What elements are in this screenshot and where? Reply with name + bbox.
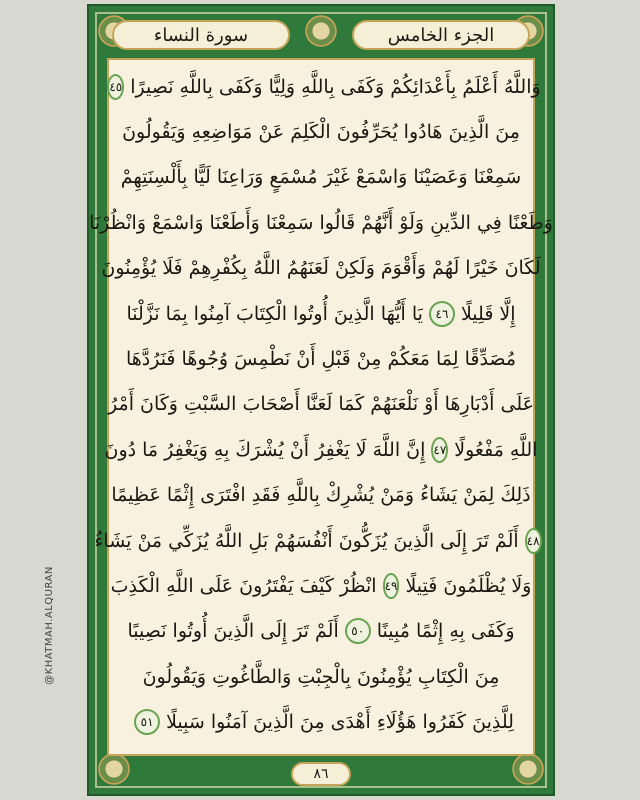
- verse-text: ذَلِكَ لِمَنْ يَشَاءُ وَمَنْ يُشْرِكْ بِاللَّهِ فَقَدِ افْتَرَى إِثْمًا عَظِيمًا: [111, 484, 531, 507]
- text-line: [110, 563, 532, 608]
- verse-text: إِنَّ اللَّهَ لَا يَغْفِرُ أَنْ يُشْرَكَ بِهِ وَيَغْفِرُ مَا دُونَ: [104, 438, 426, 461]
- text-line: [119, 699, 523, 744]
- quran-text-area: [89, 58, 553, 756]
- verse-text: انْظُرْ كَيْفَ يَفْتَرُونَ عَلَى اللَّهِ الْكَذِبَ: [110, 574, 377, 597]
- text-line: [119, 654, 523, 699]
- verse-text: وَطَعْنًا فِي الدِّينِ وَلَوْ أَنَّهُمْ قَالُوا سَمِعْنَا وَأَطَعْنَا وَاسْمَعْ وَانْظُرْنَا: [89, 211, 553, 234]
- verse-text: أَلَمْ تَرَ إِلَى الَّذِينَ أُوتُوا نَصِيبًا: [127, 620, 339, 643]
- verse-text: اللَّهِ مَفْعُولًا: [454, 438, 538, 461]
- ayah-number-marker: ٤٧: [431, 437, 448, 463]
- verse-text: وَلَا يُظْلَمُونَ فَتِيلًا: [405, 574, 532, 597]
- verse-text: لَكَانَ خَيْرًا لَهُمْ وَأَقْوَمَ وَلَكِنْ لَعَنَهُمُ اللَّهُ بِكُفْرِهِمْ فَلَا يُؤْمِنُونَ: [101, 257, 541, 280]
- text-line: [89, 200, 553, 245]
- verse-text: إِلَّا قَلِيلًا: [460, 302, 516, 325]
- text-line: [119, 155, 523, 200]
- text-line: [119, 336, 523, 381]
- verse-text: يَا أَيُّهَا الَّذِينَ أُوتُوا الْكِتَابَ آمِنُوا بِمَا نَزَّلْنَا: [126, 302, 423, 325]
- ayah-number-marker: ٥١: [134, 709, 160, 735]
- verse-text: مِنَ الْكِتَابِ يُؤْمِنُونَ بِالْجِبْتِ وَالطَّاغُوتِ وَيَقُولُونَ: [142, 665, 500, 688]
- ayah-number-marker: ٤٩: [383, 573, 400, 599]
- text-line: [101, 246, 541, 291]
- page-number: ٨٦: [291, 762, 351, 786]
- verse-text: مُصَدِّقًا لِمَا مَعَكُمْ مِنْ قَبْلِ أَنْ نَطْمِسَ وُجُوهًا فَنَرُدَّهَا: [125, 348, 517, 371]
- text-line: [111, 473, 531, 518]
- verse-text: وَكَفَى بِهِ إِثْمًا مُبِينًا: [376, 620, 515, 643]
- mushaf-page-frame: [87, 4, 555, 796]
- ayah-number-marker: ٤٨: [525, 528, 542, 554]
- text-line: [119, 609, 523, 654]
- page-footer: [101, 762, 541, 786]
- text-line: [104, 427, 538, 472]
- verse-text: وَاللَّهُ أَعْلَمُ بِأَعْدَائِكُمْ وَكَفَى بِاللَّهِ وَلِيًّا وَكَفَى بِاللَّهِ نَصِيرًا: [130, 75, 541, 98]
- text-line: [119, 291, 523, 336]
- text-line: [94, 518, 540, 563]
- ayah-number-marker: ٤٥: [107, 74, 124, 100]
- juz-title: الجزء الخامس: [352, 20, 530, 50]
- text-line: [108, 382, 534, 427]
- verse-text: سَمِعْنَا وَعَصَيْنَا وَاسْمَعْ غَيْرَ مُسْمَعٍ وَرَاعِنَا لَيًّا بِأَلْسِنَتِهِمْ: [120, 166, 522, 189]
- ayah-number-marker: ٤٦: [429, 301, 455, 327]
- verse-text: عَلَى أَدْبَارِهَا أَوْ نَلْعَنَهُمْ كَمَا لَعَنَّا أَصْحَابَ السَّبْتِ وَكَانَ أَمْرُ: [108, 393, 534, 416]
- ayah-number-marker: ٥٠: [345, 618, 371, 644]
- verse-text: أَلَمْ تَرَ إِلَى الَّذِينَ يُزَكُّونَ أَنْفُسَهُمْ بَلِ اللَّهُ يُزَكِّي مَنْ يَشَاءُ: [94, 529, 519, 552]
- text-line: [119, 109, 523, 154]
- verse-text: لِلَّذِينَ كَفَرُوا هَؤُلَاءِ أَهْدَى مِنَ الَّذِينَ آمَنُوا سَبِيلًا: [166, 711, 514, 734]
- text-line: [109, 64, 541, 109]
- surah-title: سورة النساء: [112, 20, 290, 50]
- page-header: [101, 16, 541, 54]
- watermark-text: @KHATMAH.ALQURAN: [43, 566, 55, 685]
- verse-text: مِنَ الَّذِينَ هَادُوا يُحَرِّفُونَ الْكَلِمَ عَنْ مَوَاضِعِهِ وَيَقُولُونَ: [122, 121, 520, 144]
